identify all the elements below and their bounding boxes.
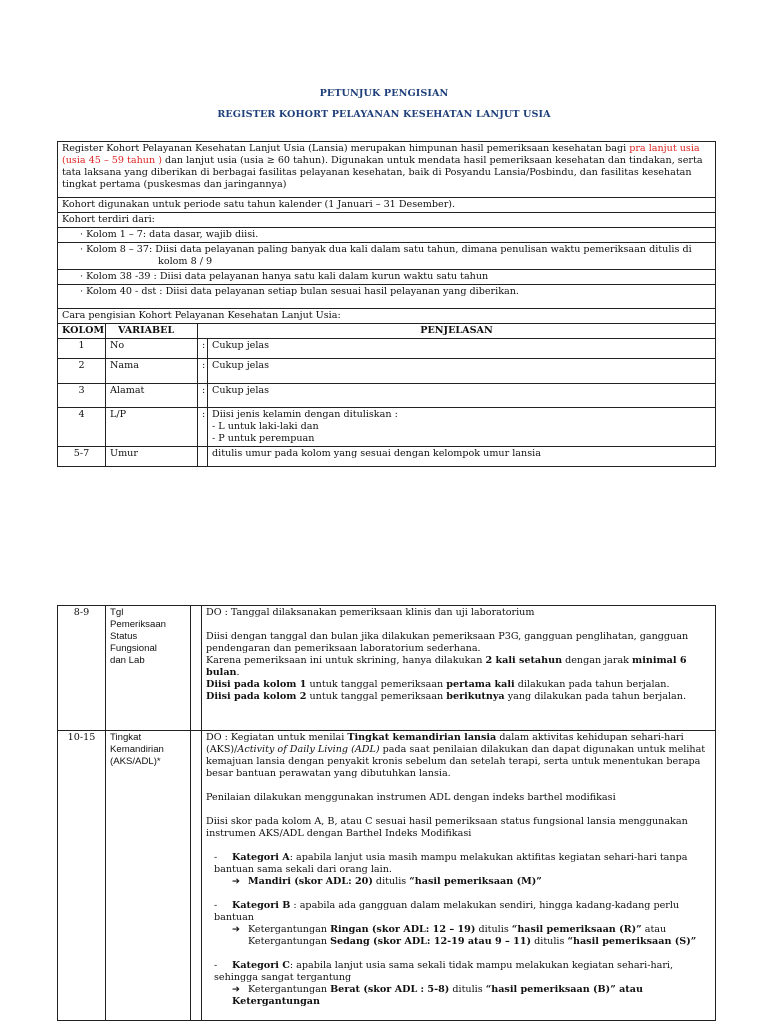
intro-red-1: pra lanjut usia [629, 143, 700, 154]
row-89-text [202, 606, 716, 731]
intro-text-a: Register Kohort Pelayanan Kesehatan Lanjut Usia (Lansia) merupakan himpunan hasil pemeriksaan kesehatan bagi [62, 143, 630, 154]
row-1-text: Cukup jelas [208, 339, 716, 359]
row-89-sep [191, 606, 202, 731]
category-b-result-1: ➔ Ketergantungan Ringan (skor ADL: 12 – 19) ditulis “hasil pemeriksaan (R)” atau [232, 924, 667, 935]
arrow-right-icon: ➔ [232, 984, 241, 995]
row-1015-do: DO : Kegiatan untuk menilai Tingkat kemandirian lansia dalam aktivitas kehidupan sehari-hari (AKS)/Activity of Daily Living (ADL) pada saat penilaian dilakukan dan dapat digunakan untuk melihat kemajuan lansia dengan penyakit kronis sebelum dan setelah terapi, serta untuk menentukan berapa besar bantuan perawatan yang dibutuhkan lansia. [206, 732, 706, 779]
category-c-result: ➔ Ketergantungan Berat (skor ADL : 5-8) ditulis “hasil pemeriksaan (B)” atau Ketergantungan [232, 984, 643, 1007]
row-89-kolom: 8-9 [58, 606, 106, 731]
row-2-text: Cukup jelas [208, 359, 716, 384]
intro-red-2: (usia 45 – 59 tahun ) [62, 155, 162, 166]
category-a: - Kategori A: apabila lanjut usia masih mampu melakukan aktifitas kegiatan sehari-hari tanpa bantuan sama sekali dari orang lain. ➔ Mandiri (skor ADL: 20) ditulis “hasil pemeriksaan (M)” [206, 852, 711, 888]
how-cell: Cara pengisian Kohort Pelayanan Kesehatan Lanjut Usia: [58, 309, 716, 324]
row-57-sep [198, 447, 208, 467]
row-1015-text [202, 731, 716, 1021]
instruction-table-2 [57, 605, 716, 1021]
row-4-line-3: - P untuk perempuan [212, 433, 315, 444]
row-1015-var-1: Tingkat [110, 732, 142, 743]
row-1-variabel: No [106, 339, 198, 359]
row-1015-var-2: Kemandirian [110, 744, 164, 755]
category-b: - Kategori B : apabila ada gangguan dalam melakukan sendiri, hingga kadang-kadang perlu bantuan ➔ Ketergantungan Ringan (skor ADL: 12 – 19) ditulis “hasil pemeriksaan (R)” atau Ketergantungan Sedang (skor ADL: 12-19 atau 9 – 11) ditulis “hasil pemeriksaan (S)” [206, 900, 711, 948]
row-1-kolom: 1 [58, 339, 106, 359]
bullet-2-cont: kolom 8 / 9 [158, 256, 213, 267]
bullet-2 [58, 243, 716, 270]
row-2-sep: : [198, 359, 208, 384]
intro-cell [58, 142, 716, 198]
arrow-right-icon: ➔ [232, 924, 241, 935]
row-4-sep: : [198, 408, 208, 447]
row-1015-variabel [106, 731, 191, 1021]
row-1015-kolom: 10-15 [58, 731, 106, 1021]
row-4-text [208, 408, 716, 447]
category-b-result-2: Ketergantungan Sedang (skor ADL: 12-19 atau 9 – 11) ditulis “hasil pemeriksaan (S)” [248, 936, 697, 947]
row-89-p3: Diisi pada kolom 1 untuk tanggal pemeriksaan pertama kali dilakukan pada tahun berjalan. [206, 679, 670, 690]
row-4-variabel: L/P [106, 408, 198, 447]
row-3-sep: : [198, 384, 208, 408]
row-89-p4: Diisi pada kolom 2 untuk tanggal pemeriksaan berikutnya yang dilakukan pada tahun berjalan. [206, 691, 686, 702]
row-89-var-2: Pemeriksaan [110, 619, 166, 630]
row-89-var-1: Tgl [110, 607, 124, 618]
intro-text-b: dan lanjut usia (usia ≥ 60 tahun). Digunakan untuk mendata hasil pemeriksaan kesehatan dan tindakan, serta tata laksana yang diberikan di berbagai fasilitas pelayanan kesehatan, baik di Posyandu Lansia/Posbindu, dan fasilitas kesehatan tingkat pertama (puskesmas dan jaringannya) [62, 155, 703, 190]
row-89-variabel [106, 606, 191, 731]
row-2-variabel: Nama [106, 359, 198, 384]
instructions-title: PETUNJUK PENGISIAN [319, 88, 449, 99]
row-89-p1: Diisi dengan tanggal dan bulan jika dilakukan pemeriksaan P3G, gangguan penglihatan, gangguan pendengaran dan pemeriksaan laboratorium sederhana. [206, 631, 689, 654]
row-3-kolom: 3 [58, 384, 106, 408]
register-title: REGISTER KOHORT PELAYANAN KESEHATAN LANJUT USIA [217, 109, 551, 120]
header-kolom: KOLOM [58, 324, 106, 339]
row-1015-sep [191, 731, 202, 1021]
row-4-line-1: Diisi jenis kelamin dengan dituliskan : [212, 409, 398, 420]
row-2-kolom: 2 [58, 359, 106, 384]
row-89-p2: Karena pemeriksaan ini untuk skrining, hanya dilakukan 2 kali setahun dengan jarak minimal 6 bulan. [206, 655, 687, 678]
dash-icon: - [214, 960, 218, 971]
row-4-line-2: - L untuk laki-laki dan [212, 421, 319, 432]
row-89-do: DO : Tanggal dilaksanakan pemeriksaan klinis dan uji laboratorium [206, 607, 535, 618]
row-1015-p2: Diisi skor pada kolom A, B, atau C sesuai hasil pemeriksaan status fungsional lansia menggunakan instrumen AKS/ADL dengan Barthel Indeks Modifikasi [206, 816, 688, 839]
row-89-var-5: dan Lab [110, 655, 145, 666]
dash-icon: - [214, 852, 218, 863]
row-57-variabel: Umur [106, 447, 198, 467]
bullet-4: · Kolom 40 - dst : Diisi data pelayanan setiap bulan sesuai hasil pelayanan yang diberikan. [58, 285, 716, 309]
category-c: - Kategori C: apabila lanjut usia sama sekali tidak mampu melakukan kegiatan sehari-hari, sehingga sangat tergantung ➔ Ketergantungan Berat (skor ADL : 5-8) ditulis “hasil pemeriksaan (B)” atau Ketergantungan [206, 960, 711, 1008]
row-57-kolom: 5-7 [58, 447, 106, 467]
row-89-var-3: Status [110, 631, 138, 642]
row-3-text: Cukup jelas [208, 384, 716, 408]
instruction-table-1 [57, 141, 716, 467]
category-a-result: ➔ Mandiri (skor ADL: 20) ditulis “hasil pemeriksaan (M)” [232, 876, 542, 887]
row-1015-var-3: (AKS/ADL)* [110, 756, 161, 767]
row-89-var-4: Fungsional [110, 643, 157, 654]
row-1015-p1: Penilaian dilakukan menggunakan instrumen ADL dengan indeks barthel modifikasi [206, 792, 616, 803]
bullet-3: · Kolom 38 -39 : Diisi data pelayanan hanya satu kali dalam kurun waktu satu tahun [58, 270, 716, 285]
arrow-right-icon: ➔ [232, 876, 241, 887]
consists-cell: Kohort terdiri dari: [58, 213, 716, 228]
bullet-2-text: · Kolom 8 – 37: Diisi data pelayanan paling banyak dua kali dalam satu tahun, dimana penulisan waktu pemeriksaan ditulis di [80, 244, 692, 255]
row-3-variabel: Alamat [106, 384, 198, 408]
period-cell: Kohort digunakan untuk periode satu tahun kalender (1 Januari – 31 Desember). [58, 198, 716, 213]
header-penjelasan: PENJELASAN [198, 324, 716, 339]
row-57-text: ditulis umur pada kolom yang sesuai dengan kelompok umur lansia [208, 447, 716, 467]
dash-icon: - [214, 900, 218, 911]
header-variabel: VARIABEL [106, 324, 198, 339]
row-1-sep: : [198, 339, 208, 359]
bullet-1: · Kolom 1 – 7: data dasar, wajib diisi. [58, 228, 716, 243]
row-4-kolom: 4 [58, 408, 106, 447]
